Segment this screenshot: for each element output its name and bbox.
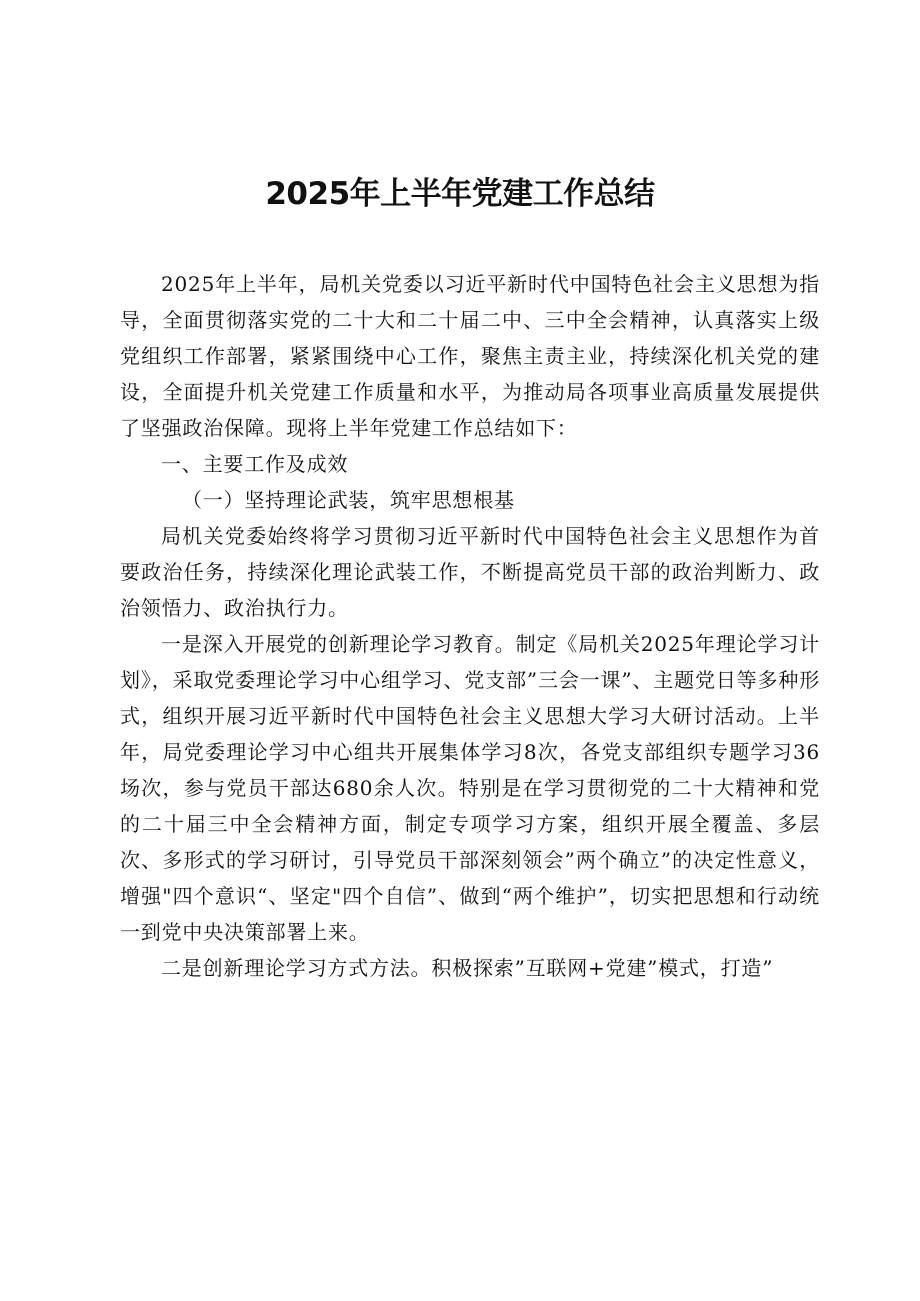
paragraph-intro: 2025年上半年，局机关党委以习近平新时代中国特色社会主义思想为指导，全面贯彻落实党的二十大和二十届二中、三中全会精神，认真落实上级党组织工作部署，紧紧围绕中心工作，聚焦主责主业，持续深化机关党的建设，全面提升机关党建工作质量和水平，为推动局各项事业高质量发展提供了坚强政治保障。现将上半年党建工作总结如下： — [120, 272, 820, 440]
paragraph-point-two: 二是创新理论学习方式方法。积极探索”互联网+党建”模式，打造” — [161, 956, 774, 980]
heading-level-2: （一）坚持理论武装，筑牢思想根基 — [182, 488, 515, 512]
paragraph-point-one: 一是深入开展党的创新理论学习教育。制定《局机关2025年理论学习计划》，采取党委理论学习中心组学习、党支部”三会一课”、主题党日等多种形式，组织开展习近平新时代中国特色社会主义思想大学习大研讨活动。上半年，局党委理论学习中心组共开展集体学习8次，各党支部组织专题学习36场次，参与党员干部达680余人次。特别是在学习贯彻党的二十大精神和党的二十届三中全会精神方面，制定专项学习方案，组织开展全覆盖、多层次、多形式的学习研讨，引导党员干部深刻领会”两个确立”的决定性意义，增强"四个意识“、坚定"四个自信”、做到“两个维护”，切实把思想和行动统一到党中央决策部署上来。 — [120, 632, 820, 944]
paragraph-theory-armament: 局机关党委始终将学习贯彻习近平新时代中国特色社会主义思想作为首要政治任务，持续深化理论武装工作，不断提高党员干部的政治判断力、政治领悟力、政治执行力。 — [120, 524, 820, 620]
heading-level-1: 一、主要工作及成效 — [161, 452, 349, 476]
document-body — [120, 266, 820, 986]
document-title: 2025年上半年党建工作总结 — [265, 176, 655, 212]
